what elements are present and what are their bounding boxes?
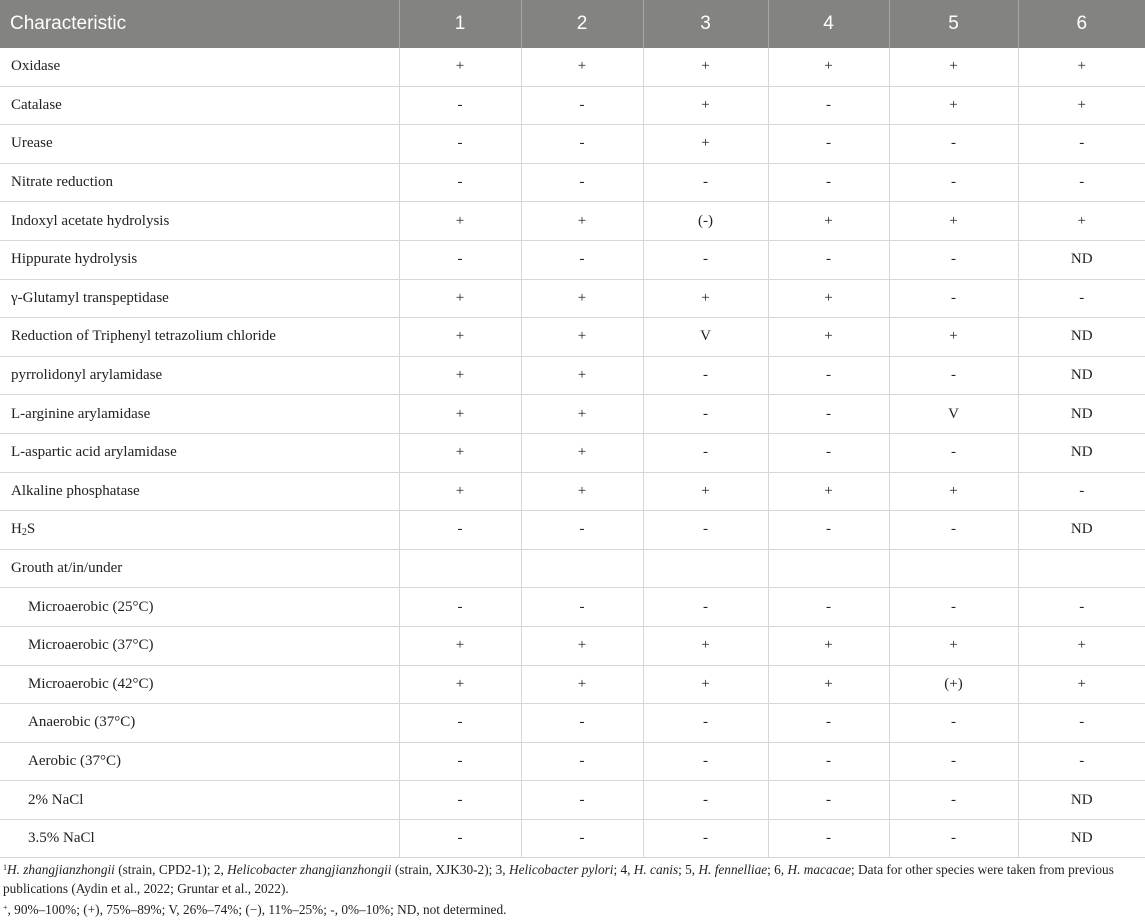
cell-species-3: V	[643, 318, 768, 357]
cell-species-3: +	[643, 472, 768, 511]
cell-species-3: +	[643, 626, 768, 665]
table-row	[0, 742, 1145, 781]
cell-species-6: ND	[1018, 356, 1145, 395]
cell-species-6: -	[1018, 742, 1145, 781]
cell-species-1: +	[399, 626, 521, 665]
cell-species-4: +	[768, 626, 889, 665]
header-species-4: 4	[768, 0, 889, 48]
row-label: L-arginine arylamidase	[0, 395, 399, 434]
cell-species-5: -	[889, 511, 1018, 550]
cell-species-5: -	[889, 704, 1018, 743]
cell-species-6: ND	[1018, 318, 1145, 357]
table-row	[0, 472, 1145, 511]
row-label: Aerobic (37°C)	[0, 742, 399, 781]
row-label: Indoxyl acetate hydrolysis	[0, 202, 399, 241]
cell-species-3: +	[643, 125, 768, 164]
cell-species-1: -	[399, 819, 521, 858]
cell-species-5: -	[889, 433, 1018, 472]
cell-species-1: -	[399, 163, 521, 202]
table-row	[0, 626, 1145, 665]
row-label: Microaerobic (37°C)	[0, 626, 399, 665]
cell-species-6: -	[1018, 588, 1145, 627]
cell-species-3: +	[643, 48, 768, 86]
cell-species-3: +	[643, 86, 768, 125]
cell-species-4: -	[768, 819, 889, 858]
header-species-2: 2	[521, 0, 643, 48]
cell-species-3: -	[643, 742, 768, 781]
table-row	[0, 125, 1145, 164]
cell-species-5: -	[889, 781, 1018, 820]
cell-species-3: -	[643, 588, 768, 627]
cell-species-5: +	[889, 48, 1018, 86]
row-label: Anaerobic (37°C)	[0, 704, 399, 743]
cell-species-3: (-)	[643, 202, 768, 241]
cell-species-5: -	[889, 819, 1018, 858]
cell-species-4	[768, 549, 889, 588]
cell-species-5: +	[889, 626, 1018, 665]
cell-species-3: -	[643, 240, 768, 279]
table-row	[0, 48, 1145, 86]
cell-species-3: -	[643, 704, 768, 743]
table-row	[0, 202, 1145, 241]
row-label: 3.5% NaCl	[0, 819, 399, 858]
cell-species-4: -	[768, 125, 889, 164]
cell-species-2	[521, 549, 643, 588]
cell-species-3	[643, 549, 768, 588]
header-species-3: 3	[643, 0, 768, 48]
cell-species-6: ND	[1018, 240, 1145, 279]
cell-species-3: -	[643, 511, 768, 550]
table-row	[0, 395, 1145, 434]
cell-species-2: +	[521, 665, 643, 704]
table-row	[0, 588, 1145, 627]
table-row	[0, 511, 1145, 550]
cell-species-2: -	[521, 742, 643, 781]
footnote-species-key: $^1$H. zhangjianzhongii (strain, CPD2-1); 2, Helicobacter zhangjianzhongii (strain, XJK30-2); 3, Helicobacter pylori; 4, H. canis; 5, H. fennelliae; 6, H. macacae; Data for other species were taken from previous publications (Aydin et al., 2022; Gruntar et al., 2022).	[3, 862, 1114, 896]
cell-species-6: +	[1018, 202, 1145, 241]
cell-species-5: +	[889, 86, 1018, 125]
cell-species-3: +	[643, 279, 768, 318]
cell-species-6: ND	[1018, 511, 1145, 550]
row-label: Alkaline phosphatase	[0, 472, 399, 511]
cell-species-3: -	[643, 163, 768, 202]
cell-species-1: -	[399, 125, 521, 164]
cell-species-2: -	[521, 86, 643, 125]
cell-species-4: +	[768, 48, 889, 86]
table-row	[0, 665, 1145, 704]
cell-species-3: -	[643, 395, 768, 434]
cell-species-6: -	[1018, 125, 1145, 164]
cell-species-4: -	[768, 395, 889, 434]
cell-species-6: ND	[1018, 395, 1145, 434]
cell-species-6: ND	[1018, 819, 1145, 858]
cell-species-3: -	[643, 433, 768, 472]
table-row	[0, 86, 1145, 125]
row-label: pyrrolidonyl arylamidase	[0, 356, 399, 395]
cell-species-2: +	[521, 279, 643, 318]
footnote-symbol-key: +, 90%–100%; (+), 75%–89%; V, 26%–74%; (−), 11%–25%; -, 0%–10%; ND, not determined.	[3, 902, 507, 917]
row-label: Grouth at/in/under	[0, 549, 399, 588]
cell-species-4: +	[768, 665, 889, 704]
cell-species-2: +	[521, 318, 643, 357]
cell-species-4: +	[768, 472, 889, 511]
cell-species-4: -	[768, 511, 889, 550]
cell-species-1: +	[399, 279, 521, 318]
cell-species-5: (+)	[889, 665, 1018, 704]
cell-species-6: -	[1018, 704, 1145, 743]
cell-species-3: -	[643, 781, 768, 820]
cell-species-1: +	[399, 665, 521, 704]
cell-species-5: -	[889, 125, 1018, 164]
cell-species-1: +	[399, 48, 521, 86]
cell-species-1: +	[399, 433, 521, 472]
table-row	[0, 781, 1145, 820]
cell-species-5: -	[889, 356, 1018, 395]
cell-species-2: -	[521, 511, 643, 550]
cell-species-2: -	[521, 163, 643, 202]
cell-species-2: -	[521, 781, 643, 820]
cell-species-6: +	[1018, 626, 1145, 665]
cell-species-3: +	[643, 665, 768, 704]
cell-species-6: +	[1018, 86, 1145, 125]
row-label: $H_2S$	[0, 511, 399, 550]
table-row	[0, 704, 1145, 743]
cell-species-4: +	[768, 318, 889, 357]
cell-species-1: -	[399, 742, 521, 781]
cell-species-6: +	[1018, 48, 1145, 86]
cell-species-2: +	[521, 395, 643, 434]
cell-species-4: -	[768, 356, 889, 395]
cell-species-4: -	[768, 742, 889, 781]
row-label: Catalase	[0, 86, 399, 125]
cell-species-1	[399, 549, 521, 588]
cell-species-1: -	[399, 240, 521, 279]
cell-species-4: -	[768, 704, 889, 743]
cell-species-6: -	[1018, 163, 1145, 202]
cell-species-2: +	[521, 433, 643, 472]
header-characteristic: Characteristic	[0, 0, 399, 48]
header-species-1: 1	[399, 0, 521, 48]
row-label: 2% NaCl	[0, 781, 399, 820]
table-row	[0, 163, 1145, 202]
cell-species-4: -	[768, 433, 889, 472]
cell-species-4: -	[768, 781, 889, 820]
cell-species-4: -	[768, 588, 889, 627]
cell-species-2: +	[521, 472, 643, 511]
row-label: Microaerobic (25°C)	[0, 588, 399, 627]
cell-species-5: V	[889, 395, 1018, 434]
header-species-5: 5	[889, 0, 1018, 48]
cell-species-1: -	[399, 704, 521, 743]
row-label: Oxidase	[0, 48, 399, 86]
cell-species-5: -	[889, 240, 1018, 279]
row-label: γ-Glutamyl transpeptidase	[0, 279, 399, 318]
cell-species-1: -	[399, 86, 521, 125]
cell-species-5: -	[889, 279, 1018, 318]
table-header	[0, 0, 1145, 48]
cell-species-3: -	[643, 356, 768, 395]
cell-species-6: ND	[1018, 781, 1145, 820]
cell-species-4: +	[768, 279, 889, 318]
cell-species-6: ND	[1018, 433, 1145, 472]
cell-species-1: +	[399, 318, 521, 357]
cell-species-5: -	[889, 588, 1018, 627]
table-row	[0, 240, 1145, 279]
header-species-6: 6	[1018, 0, 1145, 48]
cell-species-1: -	[399, 511, 521, 550]
cell-species-6: -	[1018, 472, 1145, 511]
row-label: Urease	[0, 125, 399, 164]
cell-species-2: +	[521, 356, 643, 395]
cell-species-2: +	[521, 626, 643, 665]
cell-species-6: +	[1018, 665, 1145, 704]
cell-species-5: +	[889, 318, 1018, 357]
cell-species-5: +	[889, 472, 1018, 511]
cell-species-2: -	[521, 240, 643, 279]
cell-species-3: -	[643, 819, 768, 858]
cell-species-4: -	[768, 86, 889, 125]
row-label: Reduction of Triphenyl tetrazolium chloride	[0, 318, 399, 357]
cell-species-5	[889, 549, 1018, 588]
cell-species-1: +	[399, 202, 521, 241]
table-row	[0, 433, 1145, 472]
cell-species-5: -	[889, 742, 1018, 781]
cell-species-1: +	[399, 472, 521, 511]
table-footnotes	[0, 858, 1138, 919]
cell-species-2: -	[521, 704, 643, 743]
cell-species-4: -	[768, 163, 889, 202]
row-label: Nitrate reduction	[0, 163, 399, 202]
cell-species-1: +	[399, 356, 521, 395]
cell-species-2: -	[521, 819, 643, 858]
row-label: L-aspartic acid arylamidase	[0, 433, 399, 472]
cell-species-4: +	[768, 202, 889, 241]
table-row	[0, 279, 1145, 318]
cell-species-5: -	[889, 163, 1018, 202]
cell-species-2: +	[521, 48, 643, 86]
table-body	[0, 48, 1145, 858]
table-row	[0, 318, 1145, 357]
cell-species-1: -	[399, 588, 521, 627]
cell-species-1: -	[399, 781, 521, 820]
cell-species-2: -	[521, 125, 643, 164]
cell-species-1: +	[399, 395, 521, 434]
cell-species-4: -	[768, 240, 889, 279]
cell-species-2: +	[521, 202, 643, 241]
table-row	[0, 549, 1145, 588]
cell-species-6: -	[1018, 279, 1145, 318]
table-row	[0, 819, 1145, 858]
row-label: Hippurate hydrolysis	[0, 240, 399, 279]
cell-species-5: +	[889, 202, 1018, 241]
cell-species-6	[1018, 549, 1145, 588]
row-label: Microaerobic (42°C)	[0, 665, 399, 704]
table-row	[0, 356, 1145, 395]
cell-species-2: -	[521, 588, 643, 627]
